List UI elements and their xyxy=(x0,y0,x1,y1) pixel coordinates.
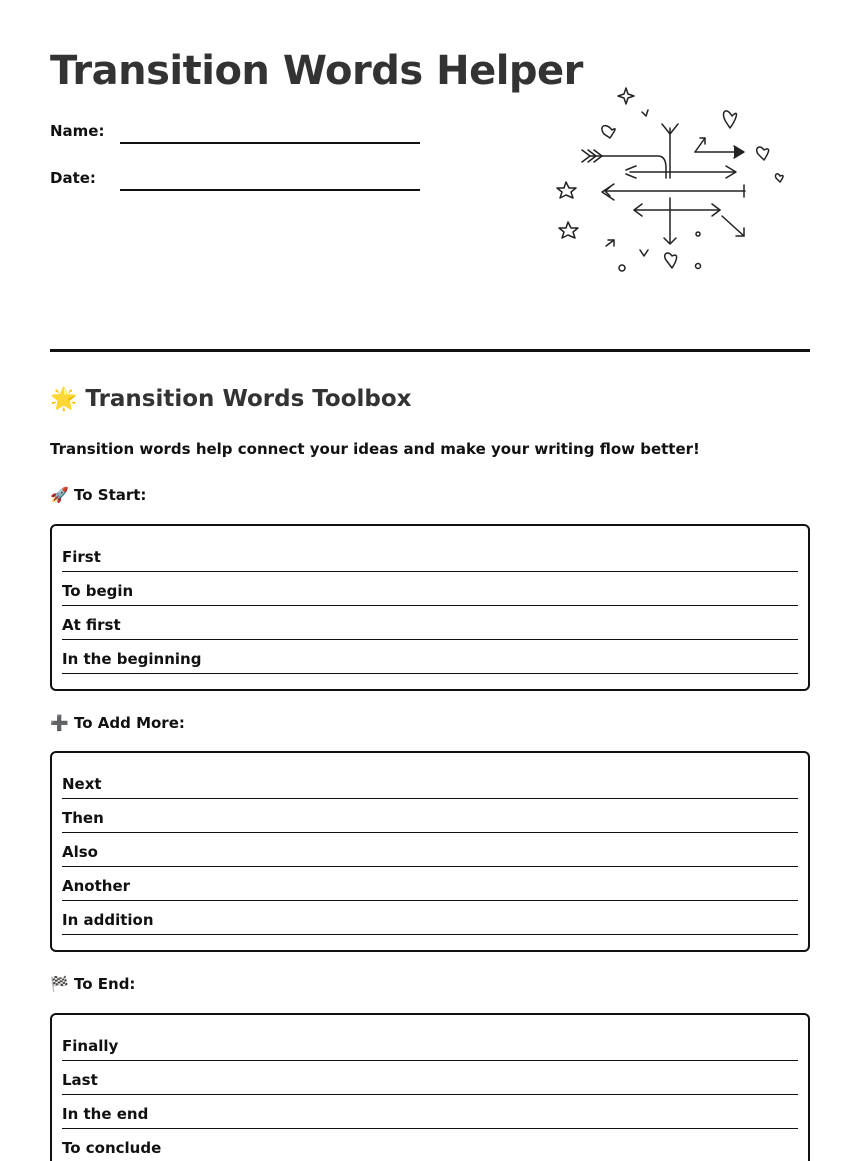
word-line[interactable]: First xyxy=(62,538,798,572)
name-label: Name: xyxy=(50,122,105,140)
word-line[interactable]: In the end xyxy=(62,1095,798,1129)
group-heading-end xyxy=(50,975,135,993)
word-box-end xyxy=(50,1013,810,1161)
group-heading-add xyxy=(50,714,185,732)
star-icon: 🌟 xyxy=(50,386,78,412)
checkered-flag-icon: 🏁 xyxy=(50,975,69,993)
word-line[interactable]: Another xyxy=(62,867,798,901)
word-box-add xyxy=(50,751,810,952)
date-line[interactable] xyxy=(120,189,420,191)
toolbox-title: Transition Words Toolbox xyxy=(85,386,412,412)
date-label: Date: xyxy=(50,169,96,187)
word-line[interactable]: Last xyxy=(62,1061,798,1095)
rocket-icon: 🚀 xyxy=(50,486,69,504)
page-title: Transition Words Helper xyxy=(50,48,583,94)
word-line[interactable]: Finally xyxy=(62,1027,798,1061)
arrows-doodle-icon xyxy=(550,78,790,278)
toolbox-heading xyxy=(50,386,412,412)
group-label: To Add More: xyxy=(74,714,185,732)
word-line[interactable]: At first xyxy=(62,606,798,640)
divider xyxy=(50,349,810,352)
word-line[interactable]: Also xyxy=(62,833,798,867)
plus-icon: ➕ xyxy=(50,714,69,732)
group-label: To Start: xyxy=(74,486,147,504)
toolbox-intro: Transition words help connect your ideas and make your writing flow better! xyxy=(50,440,700,458)
word-box-start xyxy=(50,524,810,691)
word-line[interactable]: To conclude xyxy=(62,1129,798,1161)
word-line[interactable]: Next xyxy=(62,765,798,799)
name-line[interactable] xyxy=(120,142,420,144)
word-line[interactable]: In the beginning xyxy=(62,640,798,674)
word-line[interactable]: To begin xyxy=(62,572,798,606)
group-label: To End: xyxy=(74,975,136,993)
group-heading-start xyxy=(50,486,146,504)
word-line[interactable]: In addition xyxy=(62,901,798,935)
word-line[interactable]: Then xyxy=(62,799,798,833)
